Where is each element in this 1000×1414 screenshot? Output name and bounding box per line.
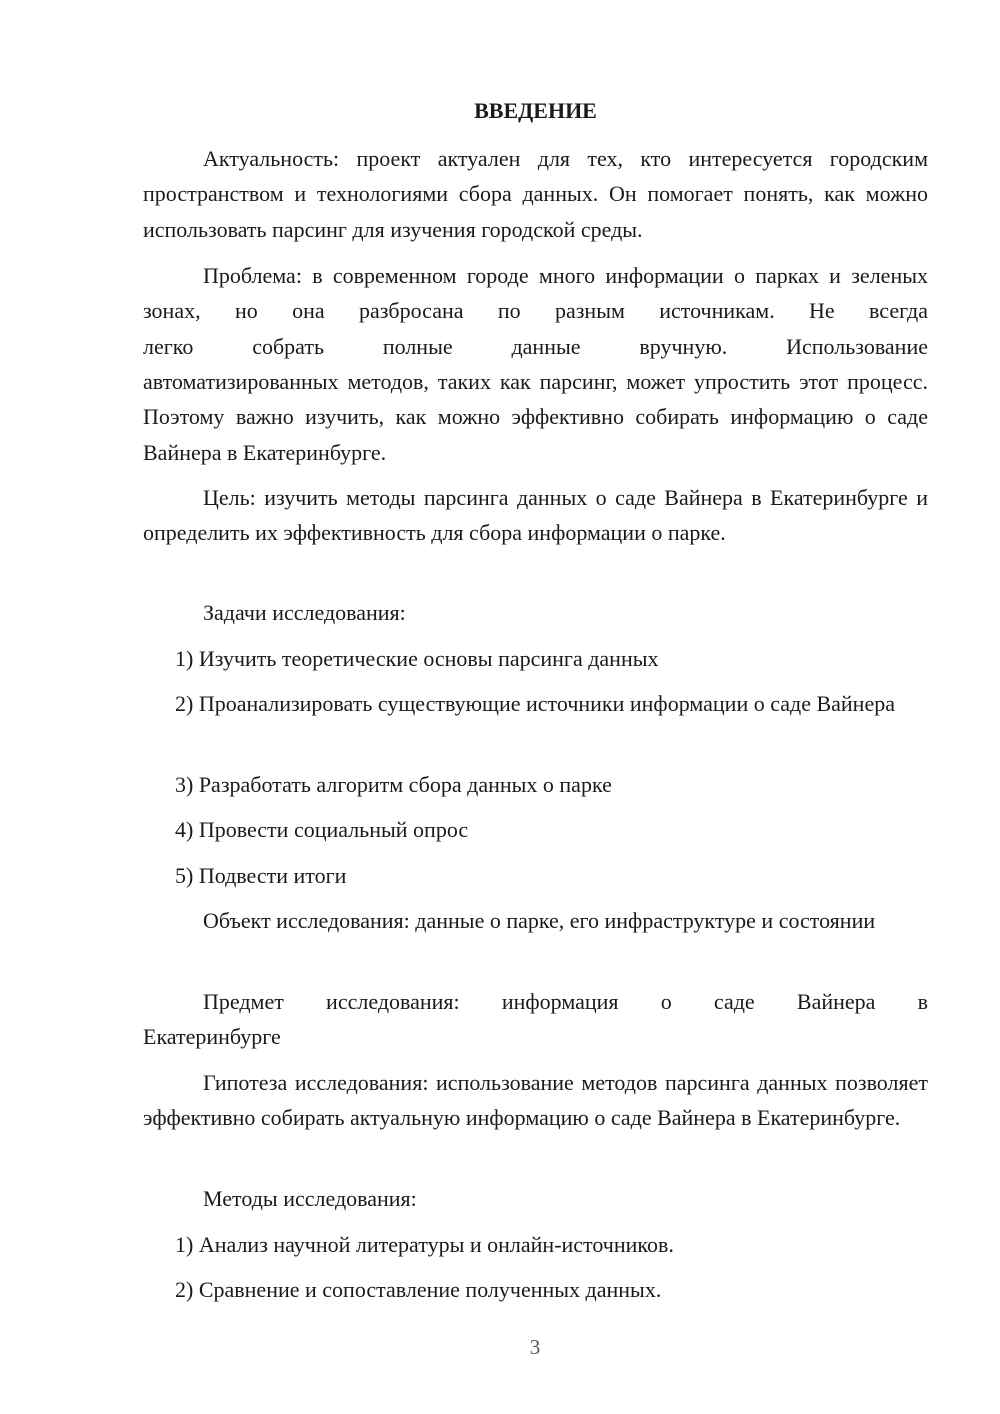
object-paragraph: Объект исследования: данные о парке, его инфраструктуре и состоянии — [203, 908, 876, 933]
list-item: 3) Разработать алгоритм сбора данных о парке — [175, 772, 612, 797]
problem-line-2: легко собрать полные данные вручную. Использование — [143, 334, 928, 359]
goal-paragraph: Цель: изучить методы парсинга данных о саде Вайнера в Екатеринбурге и определить их эффективность для сбора информации о парке. — [143, 485, 928, 546]
list-item: 2) Сравнение и сопоставление полученных данных. — [175, 1277, 662, 1302]
problem-line-1: Проблема: в современном городе много информации о парках и зеленых зонах, но она разбросана по разным источникам. Не всегда — [143, 263, 928, 324]
list-item: 4) Провести социальный опрос — [175, 817, 469, 842]
problem-line-3: автоматизированных методов, таких как парсинг, может упростить этот процесс. Поэтому важно изучить, как можно эффективно собирать информацию о саде Вайнера в Екатеринбурге. — [143, 369, 928, 465]
actuality-paragraph: Актуальность: проект актуален для тех, кто интересуется городским пространством и технологиями сбора данных. Он помогает понять, как можно использовать парсинг для изучения городской среды. — [143, 146, 928, 242]
list-item: 1) Изучить теоретические основы парсинга данных — [175, 646, 659, 671]
methods-title: Методы исследования: — [203, 1186, 417, 1211]
subject-line-1: Предмет исследования: информация о саде Вайнера в — [203, 989, 928, 1014]
page-title: ВВЕДЕНИЕ — [474, 98, 597, 123]
tasks-title: Задачи исследования: — [203, 600, 406, 625]
list-item: 2) Проанализировать существующие источники информации о саде Вайнера — [175, 691, 895, 716]
subject-line-2: Екатеринбурге — [143, 1024, 281, 1049]
page-number: 3 — [529, 1335, 541, 1359]
list-item: 5) Подвести итоги — [175, 863, 347, 888]
hypothesis-paragraph: Гипотеза исследования: использование методов парсинга данных позволяет эффективно собирать актуальную информацию о саде Вайнера в Екатеринбурге. — [143, 1070, 928, 1131]
list-item: 1) Анализ научной литературы и онлайн-источников. — [175, 1232, 674, 1257]
